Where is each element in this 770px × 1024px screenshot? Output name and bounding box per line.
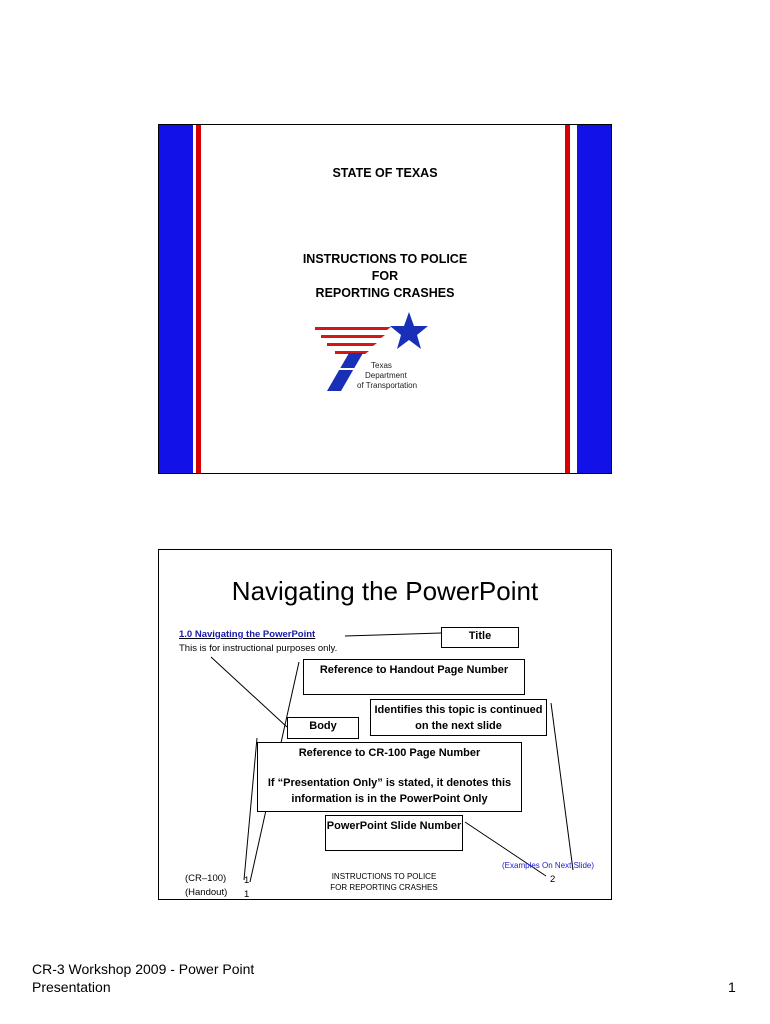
slide2-title: Navigating the PowerPoint bbox=[231, 576, 539, 606]
slide2-footer bbox=[309, 871, 459, 893]
slide2-slide-num: 2 bbox=[550, 874, 556, 885]
slide2-footer-line: FOR REPORTING CRASHES bbox=[330, 883, 438, 892]
slide-1 bbox=[158, 124, 612, 474]
txdot-logo bbox=[305, 305, 435, 400]
slide1-title bbox=[159, 251, 611, 302]
callout-presentation-only: If “Presentation Only” is stated, it denotes this information is in the PowerPoint Only bbox=[267, 777, 512, 805]
page-footer-line: Presentation bbox=[32, 979, 111, 995]
examples-note: (Examples On Next Slide) bbox=[502, 861, 595, 870]
callout-cr100 bbox=[257, 742, 522, 812]
slide1-heading: STATE OF TEXAS bbox=[332, 166, 438, 180]
callout-slide-number: PowerPoint Slide Number bbox=[325, 815, 463, 851]
slide2-link[interactable] bbox=[179, 629, 315, 640]
callout-continued: Identifies this topic is continued on the next slide bbox=[370, 699, 547, 736]
logo-text-line: Department bbox=[365, 371, 407, 380]
slide2-body-text: This is for instructional purposes only. bbox=[179, 643, 338, 654]
page-footer-left bbox=[32, 960, 254, 996]
slide1-title-line: INSTRUCTIONS TO POLICE bbox=[302, 252, 468, 266]
logo-text bbox=[357, 361, 417, 391]
callout-cr100-ref: Reference to CR-100 Page Number bbox=[298, 747, 481, 759]
logo-text-line: Texas bbox=[371, 361, 392, 370]
callout-title: Title bbox=[441, 627, 519, 648]
handout-num: 1 bbox=[244, 889, 250, 900]
slide1-title-line: FOR bbox=[371, 269, 399, 283]
slide-2 bbox=[158, 549, 612, 900]
slide1-title-line: REPORTING CRASHES bbox=[315, 286, 455, 300]
slide2-footer-line: INSTRUCTIONS TO POLICE bbox=[331, 872, 437, 881]
callout-handout-ref: Reference to Handout Page Number bbox=[303, 659, 525, 695]
callout-body: Body bbox=[287, 717, 359, 739]
cr100-num: 1 bbox=[244, 875, 250, 886]
page-footer-line: CR-3 Workshop 2009 - Power Point bbox=[32, 961, 255, 977]
cr100-label: (CR–100) bbox=[185, 873, 227, 884]
page-number: 1 bbox=[728, 979, 736, 995]
handout-label: (Handout) bbox=[185, 887, 228, 898]
slide2-link-text[interactable]: 1.0 Navigating the PowerPoint bbox=[179, 629, 316, 640]
logo-text-line: of Transportation bbox=[357, 381, 418, 390]
